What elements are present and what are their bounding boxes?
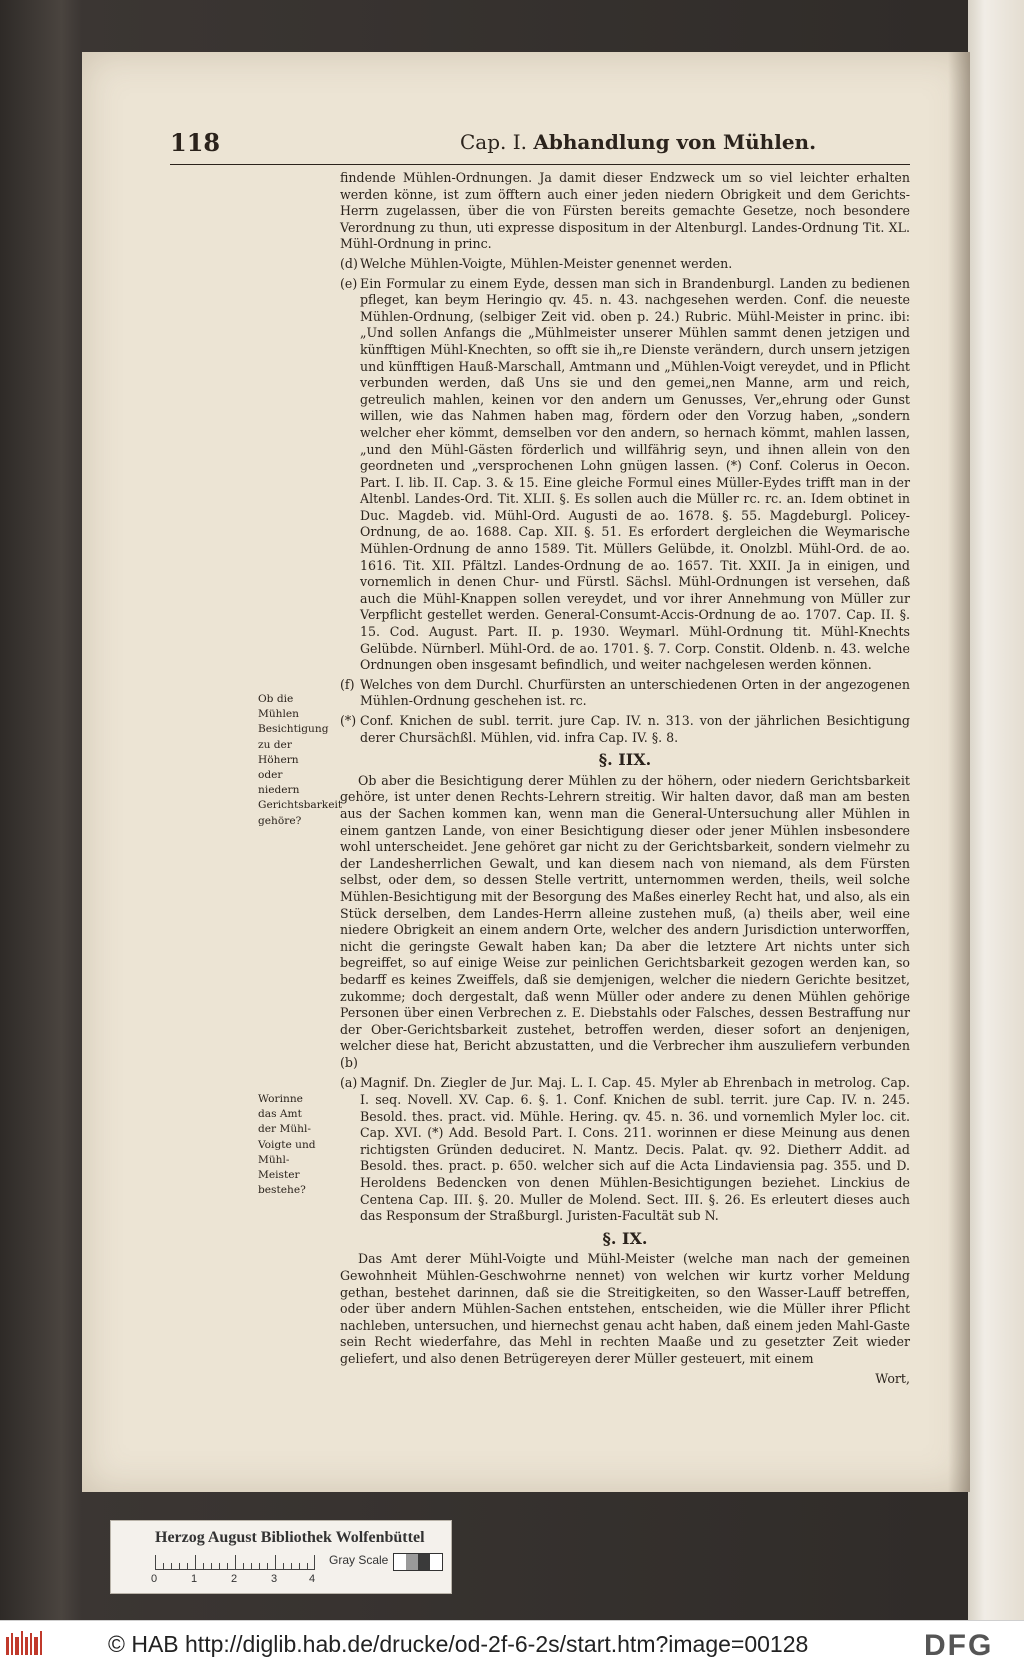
footnote-e-text: Ein Formular zu einem Eyde, dessen man sich in Brandenburgl. Landen zu bedienen pfleget, kan beym Heringio qv. 45. n. 43. nachgesehen werden. Conf. die neueste Mühlen-Ordnung, (selbiger Zeit vid. oben p. 24.) Rubric. Mühl-Meister in princ. ibi: „Und sollen Anfangs die „Mühlmeister unserer Mühlen sammt denen jetzigen und künfftigen Mühl-Knechten, so offt sie ih„re Dienste verändern, durch unsern jetzigen und künfftigen Hauß-Marschall, Amtmann und „Mühlen-Voigt vereydet, und in Pflicht verbunden werden, daß Uns sie und den gemei„nen Manne, arm und reich, getreulich mahlen, keinen vor den andern um Genusses, Ver„ehrung oder Gunst willen, wie das Nahmen haben mag, fördern oder den Vorzug haben, „sondern welcher eher kömmt, demselben vor den andern, so hernach kömmt, mahlen lassen, „und den Mühl-Gästen förderlich und willfährig seyn, und ihnen allein von den geordneten und „versprochenen Lohn gnügen lassen. (*) Conf. Colerus in Oecon. Part. I. lib. II. Cap. 3. & 15. Eine gleiche Formul eines Müller-Eydes trifft man in der Altenbl. Landes-Ord. Tit. XLII. §. Es sollen auch die Müller rc. rc. an. Idem obtinet in Duc. Magdeb. vid. Mühl-Ord. Augusti de ao. 1678. §. 55. Magdeburgl. Policey-Ordnung, de ao. 1688. Cap. XII. §. 51. Es erfordert dergleichen die Weymarische Mühlen-Ordnung de anno 1589. Tit. Müllers Gelübde, it. Onolzbl. Mühl-Ord. de ao. 1616. Tit. XII. Pfältzl. Landes-Ordnung de ao. 1657. Tit. XXII. Ja in einigen, und vornemlich in denen Chur- und Fürstl. Sächsl. Mühl-Ordnungen ist versehen, daß auch die Mühl-Knappen sollen vereydet, und vor ihrer Annehmung von Müller zur Verpflicht gestellet werden. General-Consumt-Accis-Ordnung de ao. 1707. Cap. II. §. 15. Cod. August. Part. II. p. 1930. Weymarl. Mühl-Ordnung tit. Mühl-Knechts Gelübde. Nürnberl. Mühl-Ord. de ao. 1701. §. 7. Corp. Constit. Oldenb. n. 43. welche Ordnungen oben insgesamt befindlich, und weiter nachgelesen werden können.	[360, 275, 910, 673]
ruler-tick	[275, 1555, 276, 1569]
ruler-tick	[187, 1563, 188, 1569]
footnote-f	[340, 677, 910, 710]
ruler-tick	[195, 1555, 196, 1569]
dfg-logo-icon: DFG	[924, 1629, 994, 1662]
ruler-tick	[211, 1563, 212, 1569]
marginal-note-section-8: Ob die Mühlen Besichtigung zu der Höhern oder niedern Gerichtsbarkeit gehöre?	[258, 693, 343, 827]
ruler-tick	[259, 1563, 260, 1569]
page-number: 118	[170, 128, 221, 157]
ruler-tick	[155, 1555, 156, 1569]
gray-patch	[430, 1554, 442, 1570]
ruler-tick	[203, 1563, 204, 1569]
ruler-tick	[299, 1563, 300, 1569]
footnote-a-text: Magnif. Dn. Ziegler de Jur. Maj. L. I. Cap. 45. Myler ab Ehrenbach in metrolog. Cap. I. seq. Novell. XV. Cap. 6. §. 1. Conf. Knichen de subl. territ. jure Cap. IV. n. 245. Besold. thes. pract. vid. Mühle. Hering. qv. 45. n. 36. und vornemlich Myler loc. cit. Cap. XVI. (*) Add. Besold Part. I. Cons. 211. worinnen er diese Meinung aus denen richtigsten Gründen deduciret. N. Mantz. Decis. Palat. qv. 92. Dietherr Addit. ad Besold. thes. pract. p. 650. welcher sich auf die Acta Lindaviensia pag. 355. und D. Heroldens Bedencken von denen Mühlen-Besichtigungen beziehet. Linckius de Centena Cap. III. §. 20. Muller de Molend. Sect. III. §. 26. Es erleutert dieses auch das Responsum der Straßburgl. Juristen-Facultät sub N.	[360, 1075, 910, 1224]
ruler-tick	[283, 1563, 284, 1569]
gray-scale-swatch	[393, 1553, 443, 1571]
ruler-number: 2	[231, 1573, 238, 1585]
ruler-tick	[251, 1563, 252, 1569]
ruler-tick	[314, 1555, 315, 1569]
footnote-e-mark: (e)	[340, 275, 358, 291]
footnote-d-mark: (d)	[340, 255, 358, 271]
library-name: Herzog August Bibliothek Wolfenbüttel	[155, 1529, 425, 1546]
gray-patch	[406, 1554, 418, 1570]
ruler-number: 4	[309, 1573, 316, 1585]
footnote-f-mark: (f)	[340, 676, 355, 692]
footnote-f-text: Welches von dem Durchl. Churfürsten an unterschiedenen Orten in der angezogenen Mühlen-Ordnung geschehen ist. rc.	[360, 676, 910, 709]
ruler-number: 1	[191, 1573, 198, 1585]
footnote-a-mark: (a)	[340, 1075, 358, 1091]
section-9-text: Das Amt derer Mühl-Voigte und Mühl-Meister (welche man nach der gemeinen Gewohnheit Mühlen-Geschwohrne nennet) von welchen wir kurtz vorher Meldung gethan, bestehet darinnen, daß sie die Streitigkeiten, so den Wasser-Lauff betreffen, oder über andern Mühlen-Sachen entstehen, entscheiden, wie die Müller ihrer Pflicht nachleben, untersuchen, und hiernechst genau acht haben, daß einem jeden Mahl-Gaste sein Recht wiederfahre, das Mehl in rechten Maaße und zu gesetzter Zeit wieder geliefert, und also denen Betrügereyen derer Müller gesteuert, mit einem	[340, 1251, 910, 1366]
page-header	[170, 124, 910, 165]
hab-barcode-logo-icon	[6, 1631, 46, 1659]
footnote-d	[340, 256, 910, 273]
footnote-star-mark: (*)	[340, 713, 357, 728]
footnote-e	[340, 276, 910, 674]
gray-scale-label: Gray Scale	[329, 1553, 389, 1567]
gray-patch	[394, 1554, 406, 1570]
facing-page-edge	[968, 0, 1024, 1620]
section-8-text: Ob aber die Besichtigung derer Mühlen zu der höhern, oder niedern Gerichtsbarkeit gehöre, ist unter denen Rechts-Lehrern streitig. Wir halten davor, daß man am besten aus der Sachen kommen kan, wenn man die General-Untersuchung aller Mühlen in einem gantzen Lande, von einer Besichtigung dieser oder jener Mühlen insbesondere wohl unterscheidet. Jene gehöret gar nicht zu der Gerichtsbarkeit, sondern vielmehr zu der Landesherrlichen Gewalt, und kan diesem nach von niemand, als dem Fürsten selbst, oder dem, so dessen Stelle vertritt, unternommen werden, theils, weil solche Mühlen-Besichtigung mit der Besorgung des Maßes einerley Recht hat, und also, als ein Stück derselben, dem Landes-Herrn alleine zustehen muß, (a) theils aber, weil eine niedere Obrigkeit an einem andern Orte, welcher des andern Jurisdiction unterworffen, nicht die geringste Gewalt haben kan; Da aber die letztere Art nichts unter sich begreiffet, so auf einige Weise zur peinlichen Gerichtsbarkeit gezogen werden kan, so bedarff es keines Zweiffels, daß sie demjenigen, welcher die niedern Gerichte besitzet, zukomme; doch dergestalt, daß wenn Müller oder andere zu denen Mühlen gehörige Personen über einen Verbrechen z. E. Diebstahls oder Falsches, dessen Bestraffung nur der Ober-Gerichtsbarkeit zustehet, betroffen werden, dieser sofort an denjenigen, welcher diese hat, Bericht abzustatten, und die Verbrecher ihm auszuliefern verbunden (b)	[340, 772, 910, 1070]
ruler-tick	[243, 1563, 244, 1569]
footnote-star	[340, 713, 910, 746]
running-title	[460, 130, 816, 154]
catchword: Wort,	[875, 1370, 910, 1386]
ruler-number: 3	[271, 1573, 278, 1585]
spine-shadow	[948, 52, 970, 1492]
ruler-number: 0	[151, 1573, 158, 1585]
page-body	[340, 170, 910, 1390]
opening-paragraph: findende Mühlen-Ordnungen. Ja damit dieser Endzweck um so viel leichter erhalten werden könne, ist zum öfftern auch einer jeden niedern Obrigkeit und dem Gerichts-Herrn zugelassen, über die von Fürsten bereits gemachte Gesetze, noch besondere Verordnung zu thun, uti expresse dispositum in der Altenburgl. Landes-Ordnung Tit. XL. Mühl-Ordnung in princ.	[340, 170, 910, 252]
marginal-note-section-9: Worinne das Amt der Mühl-Voigte und Mühl-Meister bestehe?	[258, 1093, 316, 1197]
footnote-d-text: Welche Mühlen-Voigte, Mühlen-Meister genennet werden.	[360, 255, 733, 271]
ruler-scale	[155, 1555, 315, 1570]
gray-patch	[418, 1554, 430, 1570]
ruler-tick	[227, 1563, 228, 1569]
section-9-title: §. IX.	[602, 1228, 648, 1248]
ruler-tick	[235, 1555, 236, 1569]
ruler-tick	[171, 1563, 172, 1569]
ruler-tick	[219, 1563, 220, 1569]
running-title-text: Abhandlung von Mühlen.	[533, 130, 817, 154]
footnote-star-text: Conf. Knichen de subl. territ. jure Cap. IV. n. 313. von der jährlichen Besichtigung derer Chursächßl. Mühlen, vid. infra Cap. IV. §. 8.	[360, 713, 910, 745]
viewer-footer	[0, 1620, 1024, 1667]
running-title-chapter: Cap. I.	[460, 130, 528, 154]
ruler-tick	[163, 1563, 164, 1569]
ruler-tick	[179, 1563, 180, 1569]
color-target-card	[110, 1520, 452, 1594]
ruler-numbers	[151, 1573, 321, 1587]
ruler-tick	[267, 1563, 268, 1569]
footnote-a	[340, 1075, 910, 1224]
section-8-title: §. IIX.	[598, 750, 652, 770]
copyright-url[interactable]: © HAB http://diglib.hab.de/drucke/od-2f-6-2s/start.htm?image=00128	[108, 1631, 809, 1657]
ruler-tick	[291, 1563, 292, 1569]
ruler-tick	[307, 1563, 308, 1569]
